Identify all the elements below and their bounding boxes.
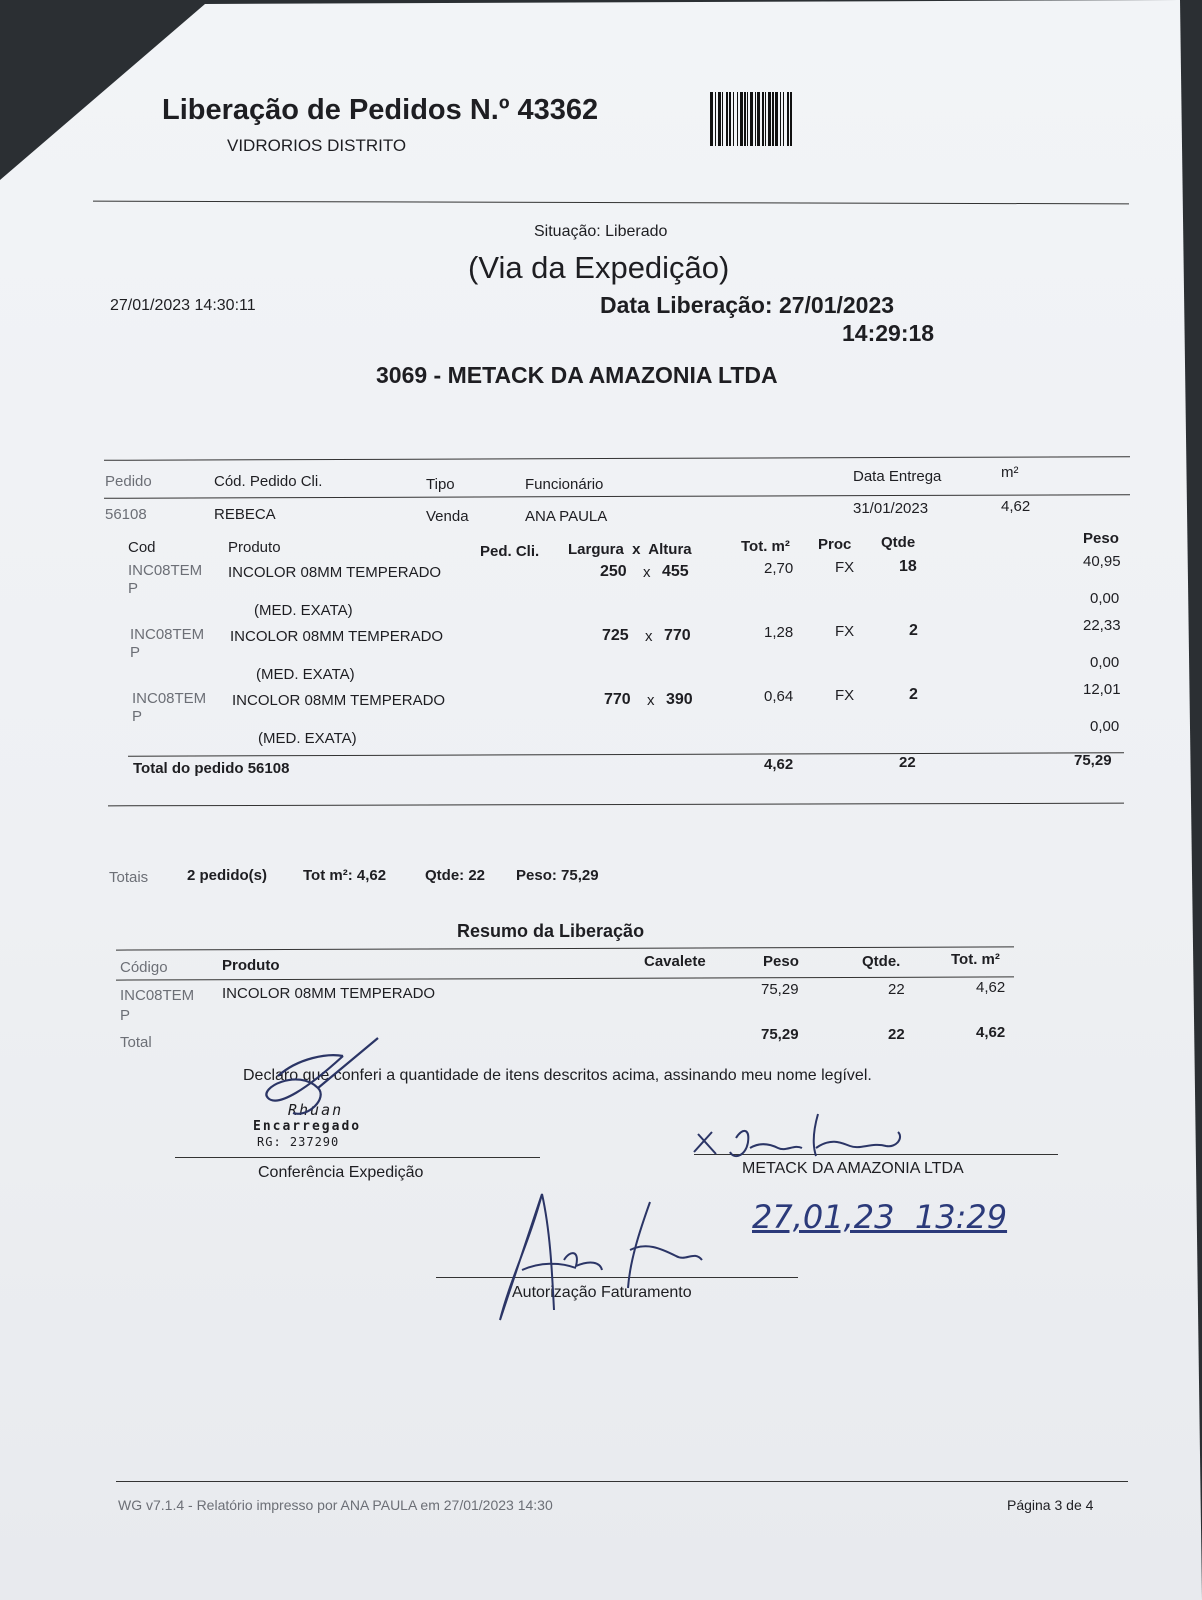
- declaration-text: Declaro que conferi a quantidade de itens descritos acima, assinando meu nome legível.: [243, 1067, 872, 1084]
- order-total-peso: 75,29: [1074, 752, 1112, 769]
- item-altura: 770: [664, 627, 691, 644]
- item-cod: INC08TEM: [132, 690, 207, 707]
- col-ped-cli: Ped. Cli.: [480, 543, 540, 560]
- summary-title: Resumo da Liberação: [457, 921, 645, 941]
- signature-conferencia: [238, 1028, 388, 1128]
- divider: [116, 1481, 1128, 1482]
- col-data-entrega: Data Entrega: [853, 468, 942, 485]
- item-times-sign: x: [643, 564, 651, 581]
- item-qtde: 2: [909, 622, 918, 639]
- totals-qtde: Qtde: 22: [425, 867, 486, 884]
- item-largura: 770: [604, 691, 631, 708]
- stamp-rg: RG: 237290: [257, 1135, 340, 1149]
- item-produto: INCOLOR 08MM TEMPERADO: [228, 564, 442, 581]
- item-obs: (MED. EXATA): [258, 730, 357, 747]
- via-label: (Via da Expedição): [468, 250, 730, 285]
- status-text: Situação: Liberado: [534, 223, 668, 240]
- client-name: 3069 - METACK DA AMAZONIA LTDA: [376, 362, 778, 388]
- item-cod-2: P: [132, 708, 143, 725]
- summary-total-peso: 75,29: [761, 1026, 799, 1043]
- item-peso-2: 0,00: [1090, 590, 1120, 607]
- handwritten-date: 27,01,23 13:29: [752, 1198, 1008, 1236]
- item-proc: FX: [835, 687, 855, 704]
- signature-autorizacao: [480, 1190, 720, 1330]
- col-cod-pedido-cli: Cód. Pedido Cli.: [214, 473, 323, 490]
- col-qtde: Qtde: [881, 534, 916, 551]
- summary-total-tot-m2: 4,62: [976, 1024, 1006, 1041]
- order-funcionario: ANA PAULA: [525, 508, 608, 525]
- col-peso: Peso: [1083, 530, 1119, 547]
- order-total-label: Total do pedido 56108: [133, 760, 290, 777]
- col-funcionario: Funcionário: [525, 476, 604, 493]
- barcode: [710, 92, 892, 146]
- summary-col-peso: Peso: [763, 953, 799, 970]
- col-largura-altura: Largura x Altura: [568, 541, 692, 558]
- order-total-qtde: 22: [899, 754, 916, 771]
- item-obs: (MED. EXATA): [256, 666, 355, 683]
- item-proc: FX: [835, 559, 855, 576]
- label-autorizacao: Autorização Faturamento: [512, 1284, 692, 1301]
- summary-col-codigo: Código: [120, 959, 168, 976]
- summary-row-tot-m2: 4,62: [976, 979, 1006, 996]
- print-datetime: 27/01/2023 14:30:11: [110, 297, 256, 314]
- summary-col-produto: Produto: [222, 957, 280, 974]
- totals-pedidos: 2 pedido(s): [187, 867, 268, 884]
- summary-col-cavalete: Cavalete: [644, 953, 706, 970]
- barcode-bar: [790, 92, 792, 146]
- order-tipo: Venda: [426, 508, 469, 525]
- col-tot-m2: Tot. m²: [741, 538, 790, 555]
- col-cod: Cod: [128, 539, 156, 556]
- item-tot-m2: 1,28: [764, 624, 794, 641]
- item-proc: FX: [835, 623, 855, 640]
- signature-line-conferencia: [175, 1157, 540, 1158]
- item-peso-2: 0,00: [1090, 654, 1120, 671]
- item-largura: 250: [600, 563, 627, 580]
- item-qtde: 18: [899, 558, 917, 575]
- order-data-entrega: 31/01/2023: [853, 500, 929, 517]
- stamp-name: Rhuan: [288, 1101, 344, 1119]
- signature-client: [690, 1108, 930, 1168]
- item-cod-2: P: [128, 580, 139, 597]
- item-cod: INC08TEM: [130, 626, 205, 643]
- item-altura: 455: [662, 563, 689, 580]
- summary-row-codigo: INC08TEM: [120, 987, 195, 1004]
- summary-row-qtde: 22: [888, 981, 905, 998]
- stamp-role: Encarregado: [253, 1119, 362, 1134]
- company-name: VIDRORIOS DISTRITO: [227, 136, 407, 155]
- footer-left: WG v7.1.4 - Relatório impresso por ANA PAULA em 27/01/2023 14:30: [118, 1497, 553, 1513]
- item-produto: INCOLOR 08MM TEMPERADO: [232, 692, 446, 709]
- footer-page: Página 3 de 4: [1007, 1497, 1094, 1513]
- item-peso-2: 0,00: [1090, 718, 1120, 735]
- item-times-sign: x: [647, 692, 655, 709]
- item-times-sign: x: [645, 628, 653, 645]
- order-m2: 4,62: [1001, 498, 1031, 515]
- item-peso: 40,95: [1083, 553, 1121, 570]
- order-total-m2: 4,62: [764, 756, 794, 773]
- item-qtde: 2: [909, 686, 918, 703]
- summary-col-tot-m2: Tot. m²: [951, 951, 1000, 968]
- item-tot-m2: 0,64: [764, 688, 794, 705]
- item-tot-m2: 2,70: [764, 560, 794, 577]
- summary-col-qtde: Qtde.: [862, 953, 901, 970]
- summary-total-label: Total: [120, 1034, 152, 1051]
- totals-label: Totais: [109, 869, 149, 886]
- release-date: Data Liberação: 27/01/2023: [600, 292, 895, 318]
- summary-row-peso: 75,29: [761, 981, 799, 998]
- col-tipo: Tipo: [426, 476, 455, 493]
- order-cod-pedido-cli: REBECA: [214, 506, 276, 523]
- item-peso: 22,33: [1083, 617, 1121, 634]
- label-client: METACK DA AMAZONIA LTDA: [742, 1160, 964, 1177]
- item-cod-2: P: [130, 644, 141, 661]
- col-pedido: Pedido: [105, 473, 152, 490]
- col-produto: Produto: [228, 539, 281, 556]
- summary-row-codigo-2: P: [120, 1007, 131, 1024]
- item-peso: 12,01: [1083, 681, 1121, 698]
- summary-total-qtde: 22: [888, 1026, 905, 1043]
- item-largura: 725: [602, 627, 629, 644]
- label-conferencia: Conferência Expedição: [258, 1164, 424, 1181]
- release-time: 14:29:18: [842, 320, 935, 346]
- item-obs: (MED. EXATA): [254, 602, 353, 619]
- item-produto: INCOLOR 08MM TEMPERADO: [230, 628, 444, 645]
- totals-peso: Peso: 75,29: [516, 867, 599, 884]
- col-m2: m²: [1001, 464, 1019, 481]
- item-altura: 390: [666, 691, 693, 708]
- document-title: Liberação de Pedidos N.º 43362: [162, 94, 599, 126]
- totals-m2: Tot m²: 4,62: [303, 867, 387, 884]
- order-pedido: 56108: [105, 506, 147, 523]
- col-proc: Proc: [818, 536, 852, 553]
- item-cod: INC08TEM: [128, 562, 203, 579]
- summary-row-produto: INCOLOR 08MM TEMPERADO: [222, 985, 436, 1002]
